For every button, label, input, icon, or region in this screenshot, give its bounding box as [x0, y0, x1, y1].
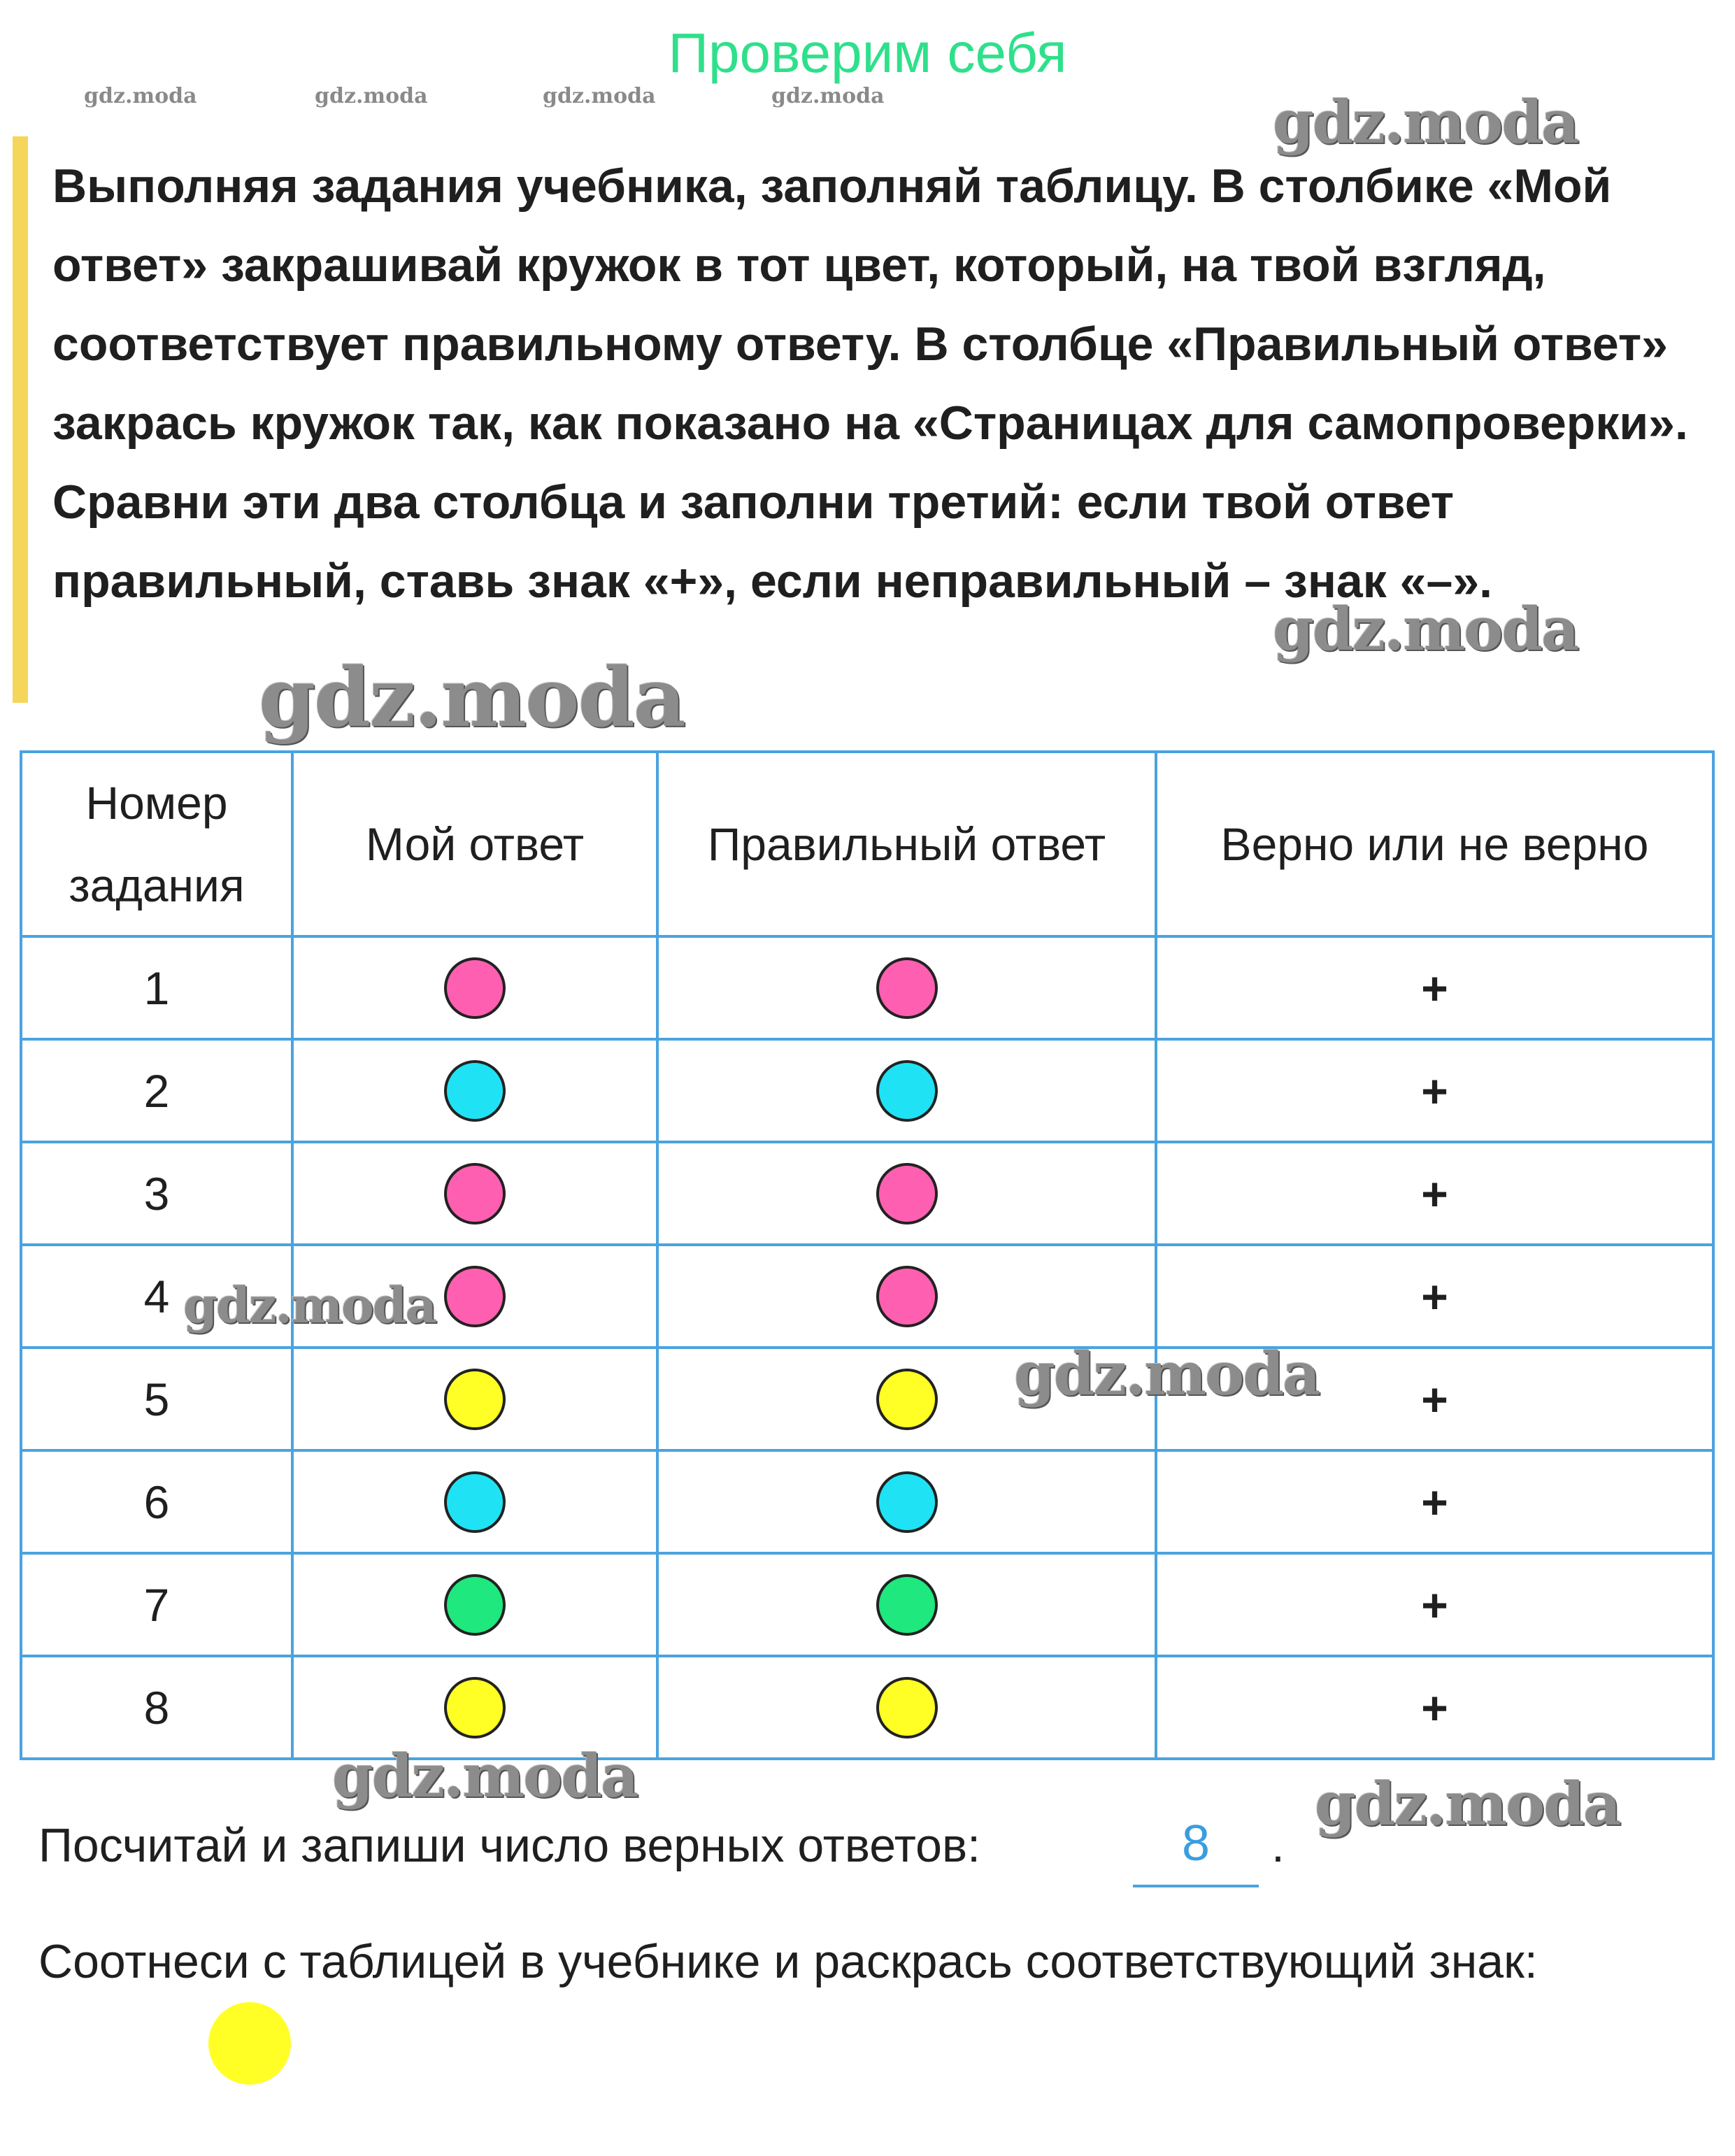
watermark: gdz.moda	[1014, 1339, 1320, 1408]
correct-answer-circle[interactable]	[876, 1369, 938, 1430]
correct-answer-cell	[657, 936, 1156, 1039]
watermark: gdz.moda	[1273, 594, 1578, 664]
correct-answer-cell	[657, 1553, 1156, 1656]
my-answer-circle[interactable]	[444, 1677, 506, 1739]
table-row	[21, 936, 1713, 1039]
instructions-text: Выполняя задания учебника, заполняй таблицу. В столбике «Мой ответ» закрашивай кружок в тот цвет, который, на твой взгляд, соответствует правильному ответу. В столбце «Правильный ответ» закрась кружок так, как показано на «Страницах для самопроверки». Сравни эти два столбца и заполни третий: если твой ответ правильный, ставь знак «+», если неправильный – знак «–».	[52, 159, 1688, 608]
my-answer-cell	[292, 1142, 657, 1245]
table-row	[21, 1039, 1713, 1142]
my-answer-circle[interactable]	[444, 1266, 506, 1327]
my-answer-cell	[292, 1553, 657, 1656]
my-answer-circle[interactable]	[444, 1163, 506, 1225]
verdict-mark: +	[1156, 1039, 1713, 1142]
watermark: gdz.moda	[315, 84, 428, 108]
page-title: Проверим себя	[668, 22, 1067, 84]
highlight-bar	[13, 136, 28, 703]
colored-sign-circle[interactable]	[208, 2002, 291, 2085]
task-number: 6	[21, 1450, 292, 1553]
verdict-mark: +	[1156, 1142, 1713, 1245]
watermark: gdz.moda	[183, 1276, 436, 1334]
my-answer-circle[interactable]	[444, 1574, 506, 1636]
verdict-mark: +	[1156, 1348, 1713, 1450]
my-answer-circle[interactable]	[444, 1369, 506, 1430]
watermark: gdz.moda	[543, 84, 656, 108]
table-row	[21, 1142, 1713, 1245]
correct-answer-circle[interactable]	[876, 1574, 938, 1636]
correct-answer-cell	[657, 1450, 1156, 1553]
watermark: gdz.moda	[332, 1741, 638, 1811]
correct-answer-cell	[657, 1245, 1156, 1348]
task-number: 8	[21, 1656, 292, 1759]
task-number: 4	[21, 1245, 292, 1348]
my-answer-cell	[292, 1348, 657, 1450]
verdict-mark: +	[1156, 1656, 1713, 1759]
correct-answer-circle[interactable]	[876, 1471, 938, 1533]
table-row	[21, 1348, 1713, 1450]
header-right-or-wrong: Верно или не верно	[1156, 752, 1713, 936]
task-number: 5	[21, 1348, 292, 1450]
correct-answer-circle[interactable]	[876, 1060, 938, 1122]
my-answer-circle[interactable]	[444, 1471, 506, 1533]
correct-answer-cell	[657, 1142, 1156, 1245]
verdict-mark: +	[1156, 936, 1713, 1039]
correct-answer-circle[interactable]	[876, 957, 938, 1019]
verdict-mark: +	[1156, 1553, 1713, 1656]
header-my-answer: Мой ответ	[292, 752, 657, 936]
correct-answer-cell	[657, 1656, 1156, 1759]
count-answer-field[interactable]: 8	[1133, 1815, 1259, 1887]
my-answer-circle[interactable]	[444, 1060, 506, 1122]
correct-answer-circle[interactable]	[876, 1266, 938, 1327]
table-row	[21, 1450, 1713, 1553]
task-number: 1	[21, 936, 292, 1039]
correct-answer-circle[interactable]	[876, 1677, 938, 1739]
correct-answer-circle[interactable]	[876, 1163, 938, 1225]
count-prompt: Посчитай и запиши число верных ответов:	[38, 1819, 981, 1872]
task-number: 3	[21, 1142, 292, 1245]
table-header-row	[21, 752, 1713, 936]
verdict-mark: +	[1156, 1245, 1713, 1348]
watermark: gdz.moda	[259, 650, 685, 745]
header-correct-answer: Правильный ответ	[657, 752, 1156, 936]
watermark: gdz.moda	[1315, 1769, 1620, 1839]
my-answer-cell	[292, 1039, 657, 1142]
table-row	[21, 1553, 1713, 1656]
watermark: gdz.moda	[1273, 87, 1578, 157]
task-number: 7	[21, 1553, 292, 1656]
header-task-number: Номер задания	[21, 752, 292, 936]
results-table	[20, 750, 1715, 1760]
correct-answer-cell	[657, 1039, 1156, 1142]
my-answer-circle[interactable]	[444, 957, 506, 1019]
relate-prompt: Соотнеси с таблицей в учебнике и раскрась соответствующий знак:	[38, 1935, 1538, 1988]
watermark: gdz.moda	[771, 84, 885, 108]
verdict-mark: +	[1156, 1450, 1713, 1553]
task-number: 2	[21, 1039, 292, 1142]
my-answer-cell	[292, 1450, 657, 1553]
count-period: .	[1271, 1819, 1285, 1872]
my-answer-cell	[292, 936, 657, 1039]
watermark: gdz.moda	[84, 84, 197, 108]
table-row	[21, 1656, 1713, 1759]
